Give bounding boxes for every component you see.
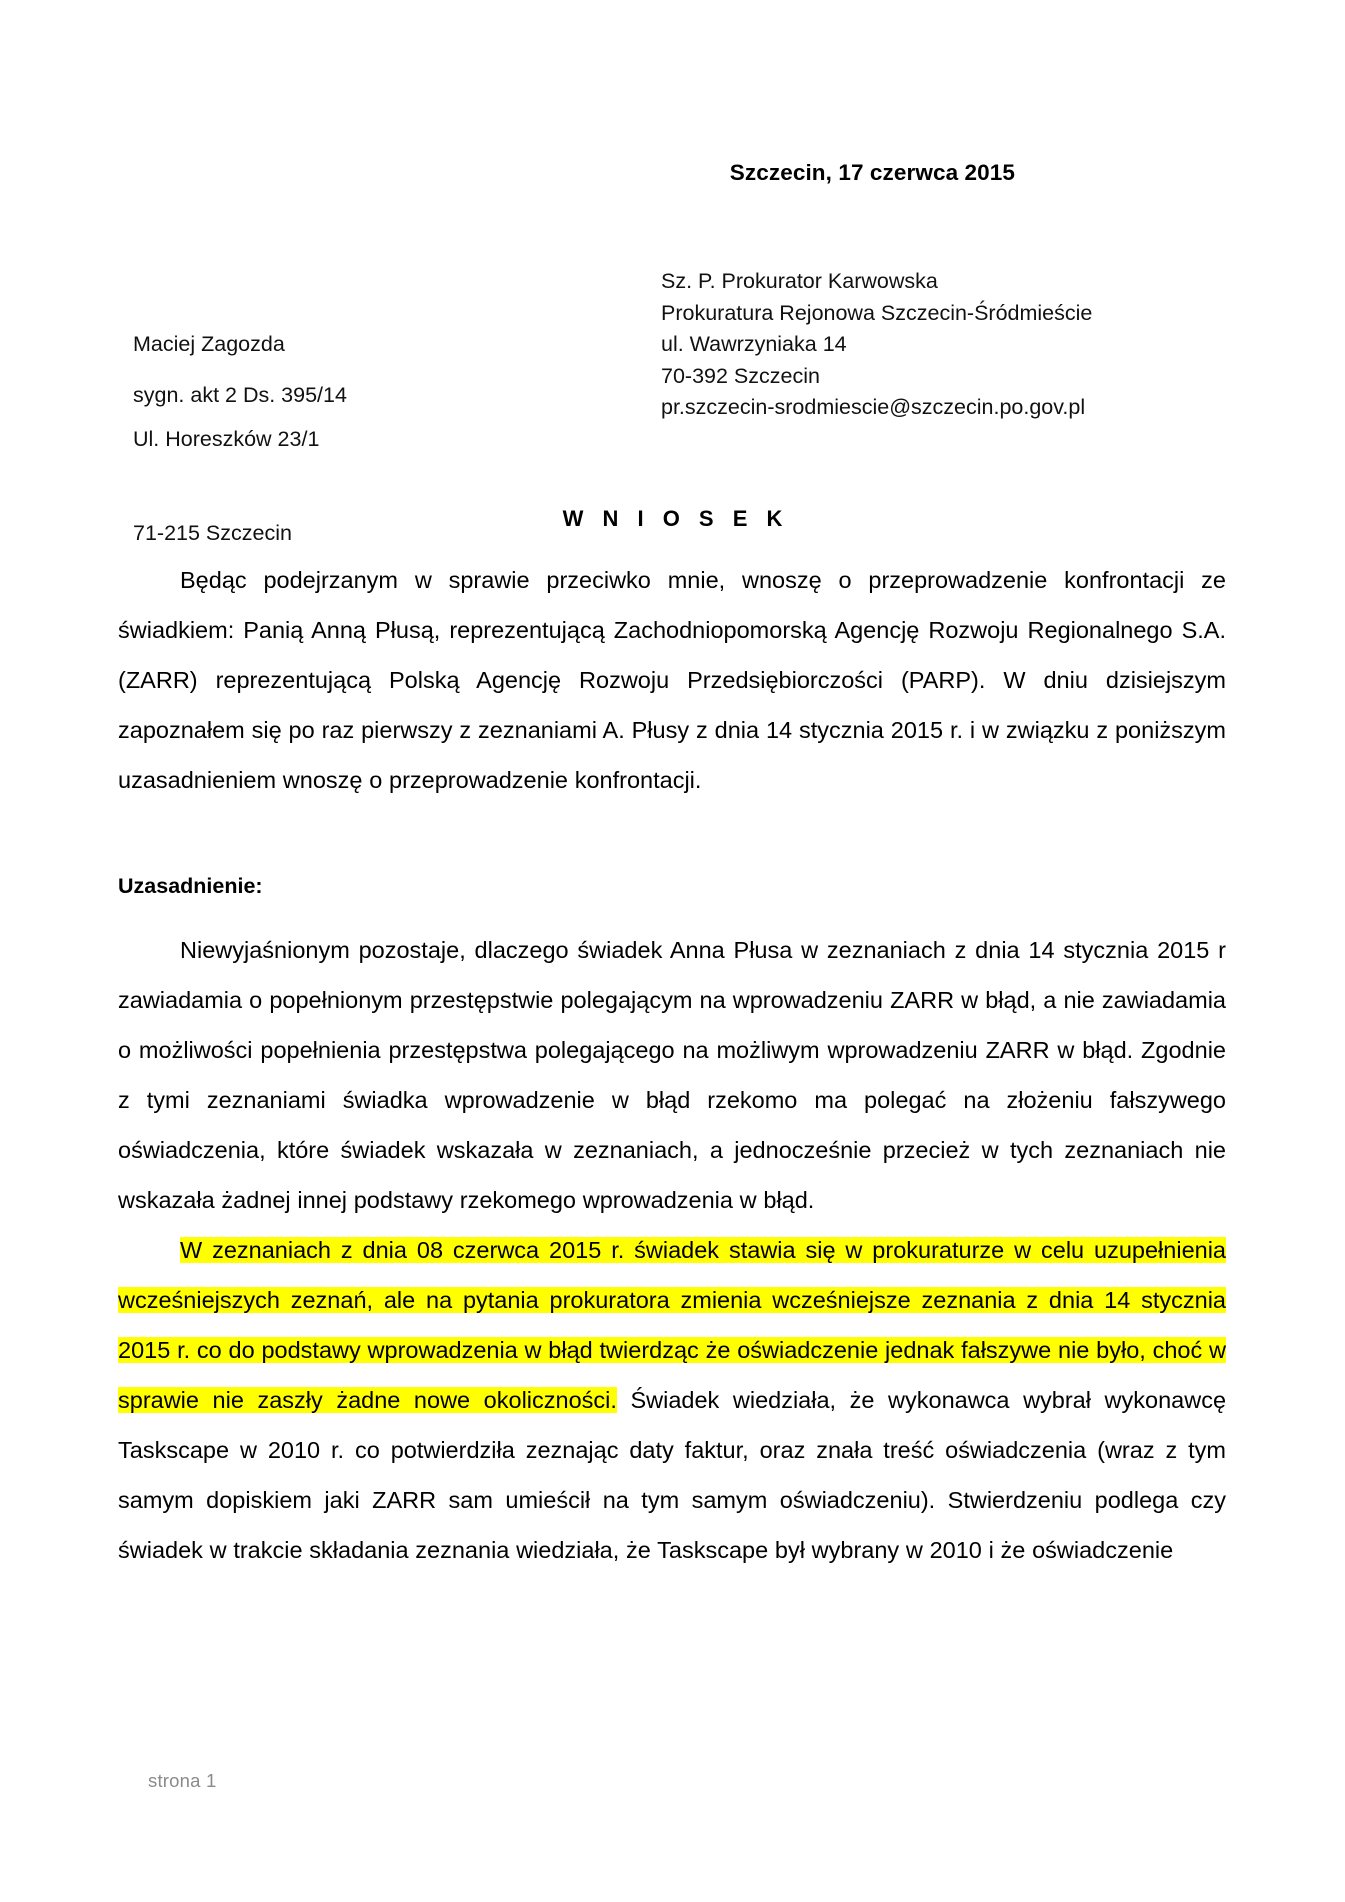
date-line: Szczecin, 17 czerwca 2015 <box>729 160 1015 185</box>
recipient-city: 70-392 Szczecin <box>661 363 820 388</box>
page-number-footer: strona 1 <box>148 1770 217 1791</box>
highlighted-text: W zeznaniach z dnia 08 czerwca 2015 r. świadek stawia się w prokuraturze w celu uzupełnienia wcześniejszych zeznań, ale na pytania prokuratora zmienia wcześniejsze zeznania z dnia 14 stycznia 2015 r. co do podstawy wprowadzenia w błąd twierdząc że oświadczenie jednak fałszywe nie było, choć w sprawie nie zaszły żadne nowe okoliczności. <box>118 1237 1226 1413</box>
recipient-email: pr.szczecin-srodmiescie@szczecin.po.gov.pl <box>661 395 1086 419</box>
recipient-office: Prokuratura Rejonowa Szczecin-Śródmieście <box>661 300 1093 325</box>
justification-heading: Uzasadnienie: <box>118 874 263 898</box>
justification-paragraph-2-rest: Świadek wiedziała, że wykonawca wybrał wykonawcę Taskscape w 2010 r. co potwierdziła zeznając daty faktur, oraz znała treść oświadczenia (wraz z tym samym dopiskiem jaki ZARR sam umieścił na tym samym oświadczeniu). Stwierdzeniu podlega czy świadek w trakcie składania zeznania wiedziała, że Taskscape był wybrany w 2010 i że oświadczenie <box>118 1387 1227 1563</box>
recipient-address-block <box>661 266 1092 424</box>
case-number: sygn. akt 2 Ds. 395/14 <box>133 383 347 407</box>
body-spacer <box>118 805 1226 861</box>
body-spacer <box>118 911 1226 925</box>
sender-city: 71-215 Szczecin <box>133 521 292 545</box>
recipient-addressee: Sz. P. Prokurator Karwowska <box>661 269 938 293</box>
request-paragraph: Będąc podejrzanym w sprawie przeciwko mnie, wnoszę o przeprowadzenie konfrontacji ze świadkiem: Panią Anną Płusą, reprezentującą Zachodniopomorską Agencję Rozwoju Regionalnego S.A. (ZARR) reprezentującą Polską Agencję Rozwoju Przedsiębiorczości (PARP). W dniu dzisiejszym zapoznałem się po raz pierwszy z zeznaniami A. Płusy z dnia 14 stycznia 2015 r. i w związku z poniższym uzasadnieniem wnoszę o przeprowadzenie konfrontacji. <box>118 567 1226 793</box>
recipient-street: ul. Wawrzyniaka 14 <box>661 332 847 356</box>
justification-paragraph-1: Niewyjaśnionym pozostaje, dlaczego świadek Anna Płusa w zeznaniach z dnia 14 stycznia 2015 r zawiadamia o popełnionym przestępstwie polegającym na wprowadzeniu ZARR w błąd, a nie zawiadamia o możliwości popełnienia przestępstwa polegającego na możliwym wprowadzeniu ZARR w błąd. Zgodnie z tymi zeznaniami świadka wprowadzenie w błąd rzekomo ma polegać na złożeniu fałszywego oświadczenia, które świadek wskazała w zeznaniach, a jednocześnie przecież w tych zeznaniach nie wskazała żadnej innej podstawy rzekomego wprowadzenia w błąd. <box>118 937 1226 1213</box>
sender-street: Ul. Horeszków 23/1 <box>133 426 320 451</box>
justification-paragraph-2 <box>118 1225 1226 1575</box>
document-title: W N I O S E K <box>562 506 789 531</box>
document-body <box>118 555 1226 1575</box>
sender-name: Maciej Zagozda <box>133 332 285 356</box>
